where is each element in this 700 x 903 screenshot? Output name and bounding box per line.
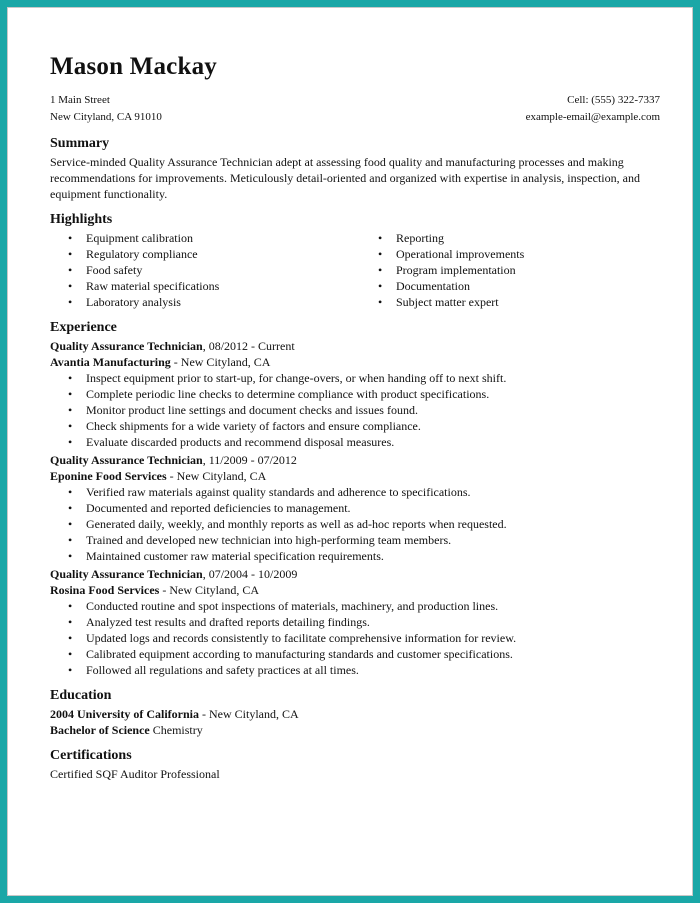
duty-item: • Check shipments for a wide variety of factors and ensure compliance. bbox=[50, 418, 660, 434]
company-location: - New Cityland, CA bbox=[166, 469, 267, 483]
highlights-right-column bbox=[360, 230, 524, 310]
job-entry bbox=[50, 452, 660, 564]
company-line bbox=[50, 468, 660, 484]
job-duties bbox=[50, 598, 660, 678]
resume-content bbox=[50, 52, 660, 782]
school-name: 2004 University of California bbox=[50, 707, 199, 721]
highlight-item: • Operational improvements bbox=[360, 246, 524, 262]
job-dates: , 07/2004 - 10/2009 bbox=[202, 567, 298, 581]
company-location: - New Cityland, CA bbox=[170, 355, 271, 369]
company-name: Avantia Manufacturing bbox=[50, 355, 171, 369]
duty-item: • Documented and reported deficiencies to management. bbox=[50, 500, 660, 516]
job-title-line bbox=[50, 338, 660, 354]
address-block bbox=[50, 92, 162, 126]
highlight-item: • Raw material specifications bbox=[50, 278, 360, 294]
highlights-left-column bbox=[50, 230, 360, 310]
resume-page bbox=[7, 7, 693, 896]
highlights-list bbox=[50, 230, 660, 310]
job-duties bbox=[50, 484, 660, 564]
duty-item: • Analyzed test results and drafted reports detailing findings. bbox=[50, 614, 660, 630]
company-name: Eponine Food Services bbox=[50, 469, 167, 483]
highlight-item: • Reporting bbox=[360, 230, 524, 246]
city-address: New Cityland, CA 91010 bbox=[50, 111, 162, 123]
job-dates: , 11/2009 - 07/2012 bbox=[202, 453, 297, 467]
phone-email-block bbox=[526, 92, 660, 126]
education-heading: Education bbox=[50, 688, 112, 703]
cell-phone: Cell: (555) 322-7337 bbox=[567, 94, 660, 106]
certification-text: Certified SQF Auditor Professional bbox=[50, 767, 220, 781]
duty-item: • Monitor product line settings and document checks and issues found. bbox=[50, 402, 660, 418]
duty-item: • Inspect equipment prior to start-up, for change-overs, or when handing off to next shift. bbox=[50, 370, 660, 386]
duty-item: • Generated daily, weekly, and monthly reports as well as ad-hoc reports when requested. bbox=[50, 516, 660, 532]
duty-item: • Calibrated equipment according to manufacturing standards and customer specifications. bbox=[50, 646, 660, 662]
summary-text: Service-minded Quality Assurance Technician adept at assessing food quality and manufacturing processes and making recommendations for improvements. Meticulously detail-oriented and organized with expertise in analysis, inspection, and equipment functionality. bbox=[50, 155, 640, 201]
job-duties bbox=[50, 370, 660, 450]
highlight-item: • Documentation bbox=[360, 278, 524, 294]
school-line bbox=[50, 706, 660, 722]
company-location: - New Cityland, CA bbox=[159, 583, 259, 597]
job-entry bbox=[50, 566, 660, 678]
duty-item: • Followed all regulations and safety practices at all times. bbox=[50, 662, 660, 678]
duty-item: • Trained and developed new technician into high-performing team members. bbox=[50, 532, 660, 548]
highlight-item: • Subject matter expert bbox=[360, 294, 524, 310]
highlight-item: • Program implementation bbox=[360, 262, 524, 278]
highlight-item: • Equipment calibration bbox=[50, 230, 360, 246]
street-address: 1 Main Street bbox=[50, 94, 110, 106]
highlight-item: • Regulatory compliance bbox=[50, 246, 360, 262]
company-name: Rosina Food Services bbox=[50, 583, 160, 597]
school-location: - New Cityland, CA bbox=[199, 707, 299, 721]
summary-heading: Summary bbox=[50, 136, 110, 151]
duty-item: • Conducted routine and spot inspections of materials, machinery, and production lines. bbox=[50, 598, 660, 614]
duty-item: • Maintained customer raw material specification requirements. bbox=[50, 548, 660, 564]
duty-item: • Complete periodic line checks to determine compliance with product specifications. bbox=[50, 386, 660, 402]
experience-heading: Experience bbox=[50, 320, 117, 335]
highlight-item: • Laboratory analysis bbox=[50, 294, 360, 310]
highlight-item: • Food safety bbox=[50, 262, 360, 278]
degree-major: Chemistry bbox=[149, 723, 203, 737]
job-title: Quality Assurance Technician bbox=[50, 453, 203, 467]
duty-item: • Verified raw materials against quality standards and adherence to specifications. bbox=[50, 484, 660, 500]
duty-item: • Evaluate discarded products and recommend disposal measures. bbox=[50, 434, 660, 450]
degree-name: Bachelor of Science bbox=[50, 723, 150, 737]
job-dates: , 08/2012 - Current bbox=[202, 339, 295, 353]
contact-block bbox=[50, 92, 660, 126]
certifications-heading: Certifications bbox=[50, 748, 132, 763]
company-line bbox=[50, 582, 660, 598]
job-title: Quality Assurance Technician bbox=[50, 339, 203, 353]
job-title: Quality Assurance Technician bbox=[50, 567, 203, 581]
highlights-heading: Highlights bbox=[50, 212, 113, 227]
job-title-line bbox=[50, 452, 660, 468]
email-address: example-email@example.com bbox=[525, 111, 660, 123]
job-entry bbox=[50, 338, 660, 450]
degree-line bbox=[50, 722, 660, 738]
company-line bbox=[50, 354, 660, 370]
duty-item: • Updated logs and records consistently to facilitate comprehensive information for review. bbox=[50, 630, 660, 646]
candidate-name: Mason Mackay bbox=[50, 53, 217, 80]
job-title-line bbox=[50, 566, 660, 582]
